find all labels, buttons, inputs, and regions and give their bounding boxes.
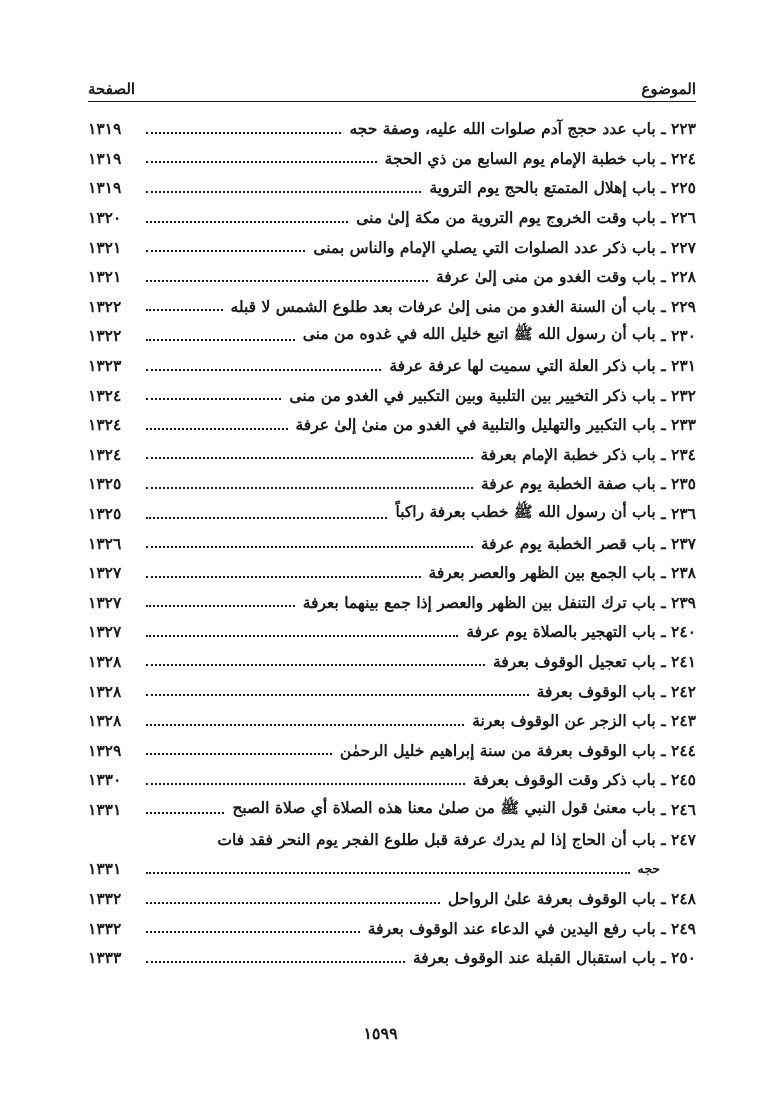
toc-entry-continuation — [88, 854, 696, 884]
entry-page-number: ١٣٢٧ — [88, 622, 122, 642]
entry-title: باب ذكر خطبة الإمام بعرفة — [480, 444, 656, 464]
entry-page-number: ١٣٢٢ — [88, 296, 122, 316]
entry-page-number: ١٣٢٠ — [88, 208, 122, 228]
header-rule — [88, 101, 696, 102]
entry-title: باب أن الحاج إذا لم يدرك عرفة قبل طلوع الفجر يوم النحر فقد فات — [217, 829, 656, 849]
toc-entry — [88, 203, 696, 233]
toc-entry — [88, 232, 696, 262]
entry-number: ٢٣٤ — [671, 444, 696, 464]
toc-entry — [88, 114, 696, 144]
entry-title: باب معنىٰ قول النبي ﷺ من صلىٰ معنا هذه الصلاة أي صلاة الصبح — [232, 797, 656, 817]
toc-entry — [88, 558, 696, 588]
dot-leader — [146, 132, 341, 134]
entry-number: ٢٣٠ — [671, 326, 696, 346]
entry-separator: ـ — [655, 356, 672, 376]
entry-page-number: ١٣٢٢ — [88, 326, 122, 346]
dot-leader — [146, 753, 332, 755]
entry-page-number: ١٣١٩ — [88, 178, 122, 198]
dot-leader — [146, 724, 464, 726]
entry-title: باب الوقوف بعرفة — [536, 681, 656, 701]
entry-separator: ـ — [655, 119, 672, 139]
entry-number: ٢٣٩ — [671, 592, 696, 612]
toc-entry — [88, 292, 696, 322]
entry-page-number: ١٣٢٥ — [88, 504, 122, 524]
entry-title: باب أن رسول الله ﷺ اتبع خليل الله في غدوه من منى — [302, 324, 656, 344]
toc-entry — [88, 410, 696, 440]
toc-entry — [88, 173, 696, 203]
entry-separator: ـ — [655, 178, 672, 198]
entry-title: باب التكبير والتهليل والتلبية في الغدو من منىٰ إلىٰ عرفة — [295, 415, 656, 435]
dot-leader — [146, 398, 281, 400]
dot-leader — [146, 309, 223, 311]
entry-separator: ـ — [655, 829, 672, 849]
entry-title: باب رفع اليدين في الدعاء عند الوقوف بعرفة — [367, 918, 656, 938]
entry-separator: ـ — [655, 681, 672, 701]
entry-title: باب استقبال القبلة عند الوقوف بعرفة — [412, 948, 656, 968]
entry-separator: ـ — [655, 296, 672, 316]
entry-number: ٢٣٣ — [671, 415, 696, 435]
entry-page-number: ١٣٢٥ — [88, 474, 122, 494]
entry-page-number: ١٣٢٤ — [88, 415, 122, 435]
toc-entry — [88, 469, 696, 499]
dot-leader — [146, 221, 348, 223]
toc-entry — [88, 913, 696, 943]
entry-separator: ـ — [655, 889, 672, 909]
dot-leader — [146, 161, 377, 163]
entry-title: باب أن السنة الغدو من منى إلىٰ عرفات بعد طلوع الشمس لا قبله — [230, 296, 656, 316]
entry-number: ٢٤٣ — [671, 711, 696, 731]
dot-leader — [146, 250, 305, 252]
toc-entry — [88, 617, 696, 647]
entry-page-number: ١٣٣٠ — [88, 770, 122, 790]
entry-page-number: ١٣٢٩ — [88, 740, 122, 760]
entry-page-number: ١٣٣١ — [88, 859, 122, 879]
entry-number: ٢٤٧ — [671, 829, 696, 849]
entry-title: باب التهجير بالصلاة يوم عرفة — [466, 622, 656, 642]
entry-number: ٢٢٦ — [671, 208, 696, 228]
entry-title: باب الجمع بين الظهر والعصر بعرفة — [428, 563, 656, 583]
page-column-label: الصفحة — [88, 80, 136, 98]
entry-separator: ـ — [655, 948, 672, 968]
toc-entry — [88, 528, 696, 558]
entry-number: ٢٢٥ — [671, 178, 696, 198]
entry-separator: ـ — [655, 474, 672, 494]
entry-number: ٢٢٨ — [671, 267, 696, 287]
dot-leader — [146, 487, 473, 489]
entry-separator: ـ — [655, 740, 672, 760]
dot-leader — [146, 576, 421, 578]
entry-separator: ـ — [655, 148, 672, 168]
entry-number: ٢٣٨ — [671, 563, 696, 583]
entry-number: ٢٣٢ — [671, 385, 696, 405]
toc-entry — [88, 321, 696, 351]
entry-title: باب عدد حجج آدم صلوات الله عليه، وصفة حجه — [349, 119, 656, 139]
entry-title: باب وقت الغدو من منى إلىٰ عرفة — [435, 267, 656, 287]
entry-page-number: ١٣٢٧ — [88, 592, 122, 612]
entry-page-number: ١٣٢٦ — [88, 533, 122, 553]
toc-entry — [88, 884, 696, 914]
toc-entry — [88, 735, 696, 765]
dot-leader — [146, 872, 630, 874]
entry-separator: ـ — [655, 326, 672, 346]
entry-number: ٢٥٠ — [671, 948, 696, 968]
dot-leader — [146, 635, 458, 637]
entry-page-number: ١٣١٩ — [88, 119, 122, 139]
entry-number: ٢٣١ — [671, 356, 696, 376]
dot-leader — [146, 369, 381, 371]
entry-number: ٢٤٠ — [671, 622, 696, 642]
entry-separator: ـ — [655, 592, 672, 612]
entry-page-number: ١٣١٩ — [88, 148, 122, 168]
entry-page-number: ١٣٢٨ — [88, 711, 122, 731]
entry-title: باب وقت الخروج يوم التروية من مكة إلىٰ منى — [356, 208, 656, 228]
entry-title: باب صفة الخطبة يوم عرفة — [480, 474, 656, 494]
entry-separator: ـ — [655, 799, 672, 819]
entry-number: ٢٤٢ — [671, 681, 696, 701]
entry-separator: ـ — [655, 918, 672, 938]
toc-entry — [88, 647, 696, 677]
entry-page-number: ١٣٢٤ — [88, 444, 122, 464]
entry-title-continuation: حجه — [637, 861, 660, 877]
entry-number: ٢٣٥ — [671, 474, 696, 494]
entry-title: باب تعجيل الوقوف بعرفة — [493, 651, 656, 671]
entry-title: باب ترك التنفل بين الظهر والعصر إذا جمع بينهما بعرفة — [302, 592, 656, 612]
dot-leader — [146, 191, 421, 193]
dot-leader — [146, 457, 473, 459]
entry-separator: ـ — [655, 622, 672, 642]
entry-number: ٢٤٨ — [671, 889, 696, 909]
toc-entry — [88, 588, 696, 618]
entry-title: باب الوقوف بعرفة من سنة إبراهيم خليل الرحمٰن — [339, 740, 656, 760]
dot-leader — [146, 694, 529, 696]
entry-page-number: ١٣٢١ — [88, 237, 122, 257]
toc-entry — [88, 795, 696, 825]
entry-title: باب قصر الخطبة يوم عرفة — [480, 533, 656, 553]
dot-leader — [146, 664, 485, 666]
dot-leader — [146, 546, 473, 548]
entry-page-number: ١٣٢٧ — [88, 563, 122, 583]
toc-entry — [88, 262, 696, 292]
entry-separator: ـ — [655, 770, 672, 790]
entry-page-number: ١٣٢٤ — [88, 385, 122, 405]
entry-number: ٢٣٧ — [671, 533, 696, 553]
entry-title: باب خطبة الإمام يوم السابع من ذي الحجة — [384, 148, 656, 168]
toc-entry — [88, 706, 696, 736]
entry-number: ٢٤٩ — [671, 918, 696, 938]
entry-page-number: ١٣٢١ — [88, 267, 122, 287]
entry-separator: ـ — [655, 267, 672, 287]
toc-entry — [88, 380, 696, 410]
entry-number: ٢٢٤ — [671, 148, 696, 168]
entry-page-number: ١٣٢٣ — [88, 356, 122, 376]
entry-title: باب ذكر التخيير بين التلبية وبين التكبير في الغدو من منى — [289, 385, 656, 405]
entry-separator: ـ — [655, 444, 672, 464]
entry-number: ٢٤٥ — [671, 770, 696, 790]
entry-separator: ـ — [655, 533, 672, 553]
entry-separator: ـ — [655, 711, 672, 731]
entry-page-number: ١٣٢٨ — [88, 651, 122, 671]
dot-leader — [146, 812, 224, 814]
entry-number: ٢٢٧ — [671, 237, 696, 257]
dot-leader — [146, 517, 387, 519]
toc-entry — [88, 765, 696, 795]
entry-title: باب ذكر العلة التي سميت لها عرفة عرفة — [389, 356, 656, 376]
entry-separator: ـ — [655, 208, 672, 228]
entry-separator: ـ — [655, 504, 672, 524]
toc-entry — [88, 499, 696, 529]
dot-leader — [146, 931, 360, 933]
toc-entry — [88, 144, 696, 174]
entry-page-number: ١٣٣٢ — [88, 889, 122, 909]
entry-title: باب إهلال المتمتع بالحج يوم التروية — [429, 178, 656, 198]
toc-entry — [88, 824, 696, 854]
entry-page-number: ١٣٣٣ — [88, 948, 122, 968]
entry-separator: ـ — [655, 563, 672, 583]
entry-separator: ـ — [655, 385, 672, 405]
entry-title: باب ذكر وقت الوقوف بعرفة — [472, 770, 656, 790]
entry-title: باب الزجر عن الوقوف بعرنة — [472, 711, 656, 731]
page-number: ١٥٩٩ — [363, 1024, 398, 1043]
entry-page-number: ١٣٣١ — [88, 799, 122, 819]
toc-entry — [88, 676, 696, 706]
entry-separator: ـ — [655, 237, 672, 257]
entry-page-number: ١٣٢٨ — [88, 681, 122, 701]
entry-number: ٢٣٦ — [671, 504, 696, 524]
dot-leader — [146, 902, 440, 904]
entry-title: باب أن رسول الله ﷺ خطب بعرفة راكباً — [395, 502, 656, 522]
entry-number: ٢٤٦ — [671, 799, 696, 819]
entry-separator: ـ — [655, 415, 672, 435]
dot-leader — [146, 605, 295, 607]
toc-list — [88, 114, 696, 973]
dot-leader — [146, 961, 405, 963]
entry-separator: ـ — [655, 651, 672, 671]
dot-leader — [146, 339, 295, 341]
entry-title: باب الوقوف بعرفة علىٰ الرواحل — [447, 889, 656, 909]
topic-column-label: الموضوع — [641, 80, 696, 98]
entry-number: ٢٢٣ — [671, 119, 696, 139]
entry-number: ٢٤٤ — [671, 740, 696, 760]
toc-header — [88, 78, 696, 100]
dot-leader — [146, 783, 465, 785]
dot-leader — [146, 280, 428, 282]
toc-entry — [88, 351, 696, 381]
dot-leader — [146, 428, 288, 430]
entry-number: ٢٤١ — [671, 651, 696, 671]
entry-title: باب ذكر عدد الصلوات التي يصلي الإمام والناس بمنى — [313, 237, 656, 257]
entry-page-number: ١٣٣٢ — [88, 918, 122, 938]
entry-number: ٢٢٩ — [671, 296, 696, 316]
toc-entry — [88, 440, 696, 470]
toc-entry — [88, 943, 696, 973]
